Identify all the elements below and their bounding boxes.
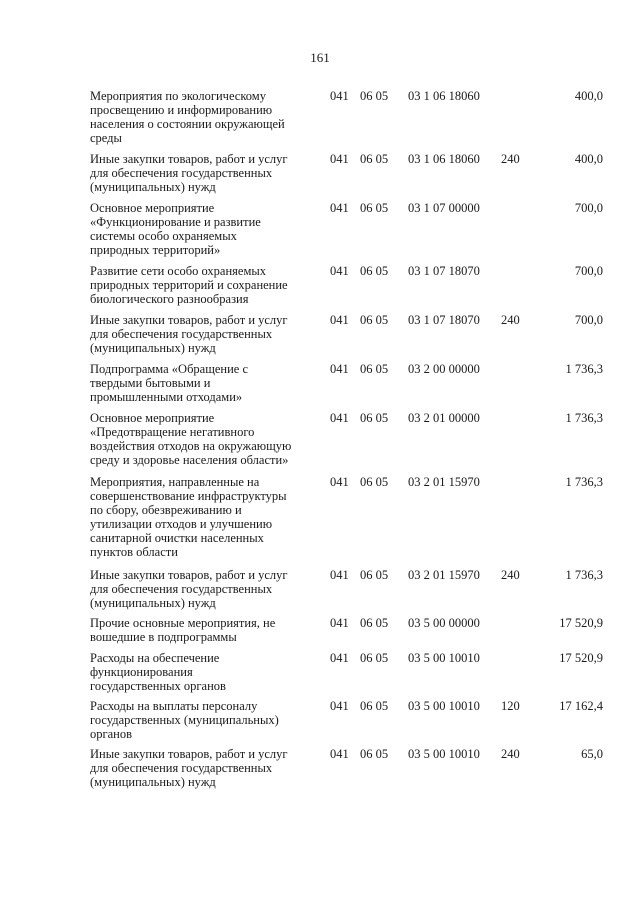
row-sum: 700,0 <box>574 313 603 327</box>
row-name: Развитие сети особо охраняемых природных территорий и сохранение биологического разнообразия <box>90 264 288 306</box>
row-rzpr: 06 05 <box>360 568 389 582</box>
row-ved: 041 <box>330 264 349 278</box>
row-ved: 041 <box>330 747 349 761</box>
row-ved: 041 <box>330 616 349 630</box>
row-rzpr: 06 05 <box>360 699 389 713</box>
row-ved: 041 <box>330 152 349 166</box>
row-csr: 03 2 01 15970 <box>408 475 480 489</box>
row-name: Подпрограмма «Обращение с твердыми бытовыми и промышленными отходами» <box>90 362 249 404</box>
row-csr: 03 1 07 18070 <box>408 313 480 327</box>
row-csr: 03 5 00 10010 <box>408 699 480 713</box>
row-name: Основное мероприятие «Предотвращение негативного воздействия отходов на окружающую среду и здоровье населения области» <box>90 411 292 467</box>
row-sum: 700,0 <box>574 201 603 215</box>
row-name: Основное мероприятие «Функционирование и развитие системы особо охраняемых природных территорий» <box>90 201 261 257</box>
row-ved: 041 <box>330 475 349 489</box>
row-rzpr: 06 05 <box>360 264 389 278</box>
row-sum: 65,0 <box>581 747 603 761</box>
row-rzpr: 06 05 <box>360 152 389 166</box>
row-name: Прочие основные мероприятия, не вошедшие в подпрограммы <box>90 616 276 644</box>
row-ved: 041 <box>330 313 349 327</box>
row-csr: 03 1 07 18070 <box>408 264 480 278</box>
row-csr: 03 1 06 18060 <box>408 152 480 166</box>
row-csr: 03 2 01 15970 <box>408 568 480 582</box>
row-ved: 041 <box>330 568 349 582</box>
row-rzpr: 06 05 <box>360 362 389 376</box>
row-rzpr: 06 05 <box>360 201 389 215</box>
row-name: Мероприятия, направленные на совершенствование инфраструктуры по сбору, обезвреживанию и утилизации отходов и улучшению санитарной очистки населенных пунктов области <box>90 475 287 559</box>
row-rzpr: 06 05 <box>360 89 389 103</box>
row-csr: 03 2 01 00000 <box>408 411 480 425</box>
row-rzpr: 06 05 <box>360 651 389 665</box>
row-vr: 240 <box>501 152 520 166</box>
row-ved: 041 <box>330 651 349 665</box>
row-name: Расходы на выплаты персоналу государственных (муниципальных) органов <box>90 699 279 741</box>
row-sum: 17 520,9 <box>559 616 603 630</box>
row-sum: 700,0 <box>574 264 603 278</box>
row-csr: 03 5 00 10010 <box>408 651 480 665</box>
row-sum: 400,0 <box>574 89 603 103</box>
row-ved: 041 <box>330 699 349 713</box>
row-name: Иные закупки товаров, работ и услуг для обеспечения государственных (муниципальных) нужд <box>90 568 288 610</box>
page-number: 161 <box>310 50 330 65</box>
row-sum: 1 736,3 <box>565 475 603 489</box>
row-name: Иные закупки товаров, работ и услуг для обеспечения государственных (муниципальных) нужд <box>90 747 288 789</box>
row-name: Мероприятия по экологическому просвещению и информированию населения о состоянии окружающей среды <box>90 89 285 145</box>
row-sum: 1 736,3 <box>565 411 603 425</box>
row-rzpr: 06 05 <box>360 313 389 327</box>
row-csr: 03 2 00 00000 <box>408 362 480 376</box>
row-vr: 120 <box>501 699 520 713</box>
row-rzpr: 06 05 <box>360 747 389 761</box>
row-csr: 03 5 00 10010 <box>408 747 480 761</box>
row-rzpr: 06 05 <box>360 616 389 630</box>
row-vr: 240 <box>501 747 520 761</box>
row-csr: 03 5 00 00000 <box>408 616 480 630</box>
row-ved: 041 <box>330 89 349 103</box>
row-csr: 03 1 06 18060 <box>408 89 480 103</box>
row-sum: 1 736,3 <box>565 568 603 582</box>
row-rzpr: 06 05 <box>360 411 389 425</box>
row-sum: 17 162,4 <box>559 699 603 713</box>
row-name: Расходы на обеспечение функционирования государственных органов <box>90 651 226 693</box>
row-sum: 1 736,3 <box>565 362 603 376</box>
row-name: Иные закупки товаров, работ и услуг для обеспечения государственных (муниципальных) нужд <box>90 313 288 355</box>
row-vr: 240 <box>501 313 520 327</box>
row-name: Иные закупки товаров, работ и услуг для обеспечения государственных (муниципальных) нужд <box>90 152 288 194</box>
row-sum: 17 520,9 <box>559 651 603 665</box>
row-rzpr: 06 05 <box>360 475 389 489</box>
row-ved: 041 <box>330 411 349 425</box>
row-ved: 041 <box>330 201 349 215</box>
row-sum: 400,0 <box>574 152 603 166</box>
row-csr: 03 1 07 00000 <box>408 201 480 215</box>
row-ved: 041 <box>330 362 349 376</box>
row-vr: 240 <box>501 568 520 582</box>
